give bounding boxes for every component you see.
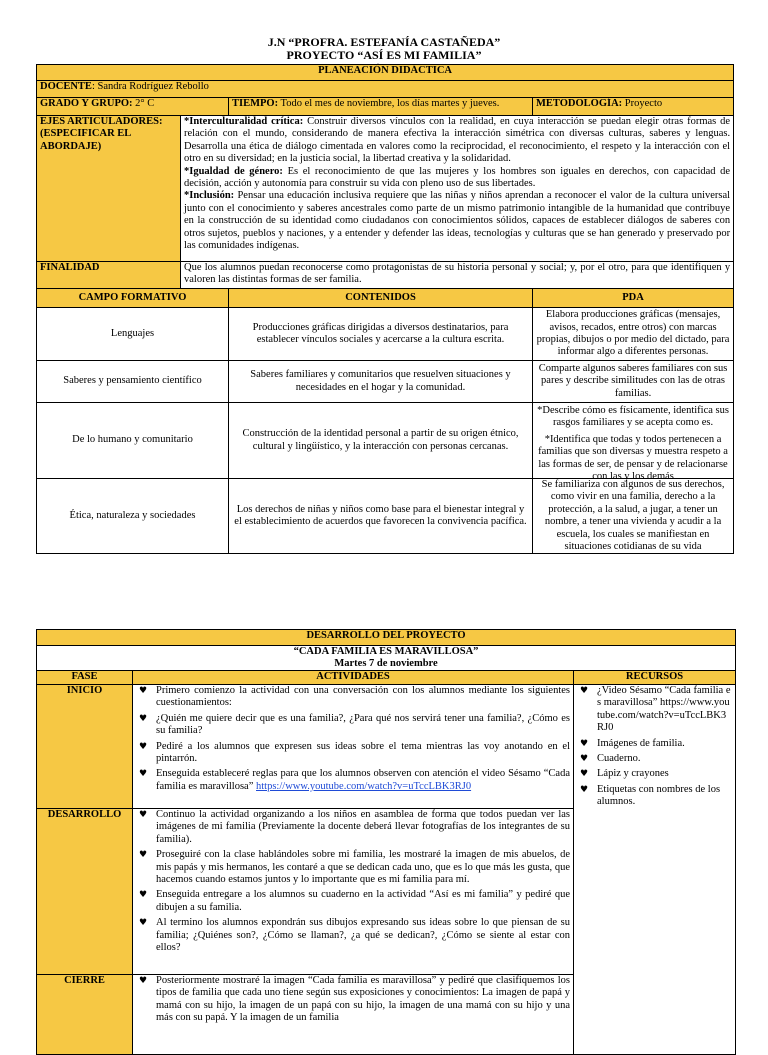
ejes-label: EJES ARTICULADORES: (ESPECIFICAR EL ABORDAJE) (37, 116, 181, 262)
list-item: ♥ Primero comienzo la actividad con una conversación con los alumnos mediante los siguientes cuestionamientos: (136, 685, 570, 710)
session-title: “CADA FAMILIA ES MARAVILLOSA” (293, 646, 479, 657)
list-item: ♥ Pediré a los alumnos que expresen sus ideas sobre el tema mientras las voy anotando en el pintarrón. (136, 741, 570, 766)
col-recursos: RECURSOS (574, 671, 736, 685)
list-item: ♥ Enseguida entregare a los alumnos su cuaderno en la actividad “Así es mi familia” y pediré que dibujen a su familia. (136, 889, 570, 914)
eje-title: *Inclusión: (184, 190, 235, 202)
fase-cierre-label: CIERRE (37, 975, 133, 1055)
inicio-activities (133, 685, 574, 809)
pda-cell: Elabora producciones gráficas (mensajes, avisos, recados, entre otros) con marcas propias, dibujos o por medio del dictado, para informar algo a diferentes personas. (533, 308, 734, 361)
list-item: ♥ Imágenes de familia. (577, 738, 732, 750)
fase-inicio-label: INICIO (37, 685, 133, 809)
desarrollo-title: DESARROLLO DEL PROYECTO (37, 630, 736, 646)
list-item: ♥ ¿Quién me quiere decir que es una familia?, ¿Para qué nos servirá tener una familia?, ¿Cómo es su familia? (136, 713, 570, 738)
tiempo-value: Todo el mes de noviembre, los días martes y jueves. (278, 98, 500, 109)
recursos-cell (574, 685, 736, 1055)
campo-cell: Saberes y pensamiento científico (37, 361, 229, 403)
campo-cell: De lo humano y comunitario (37, 403, 229, 479)
col-fase: FASE (37, 671, 133, 685)
contenido-cell: Los derechos de niñas y niños como base para el bienestar integral y el establecimiento de acuerdos que favorecen la convivencia pacífica. (229, 479, 533, 554)
contenido-cell: Construcción de la identidad personal a partir de su origen étnico, cultural y lingüístico, y la interacción con personas cercanas. (229, 403, 533, 479)
desarrollo-clip (0, 629, 768, 1024)
activity-text: Enseguida estableceré reglas para que los alumnos observen con atención el video Sésamo “Cada familia es maravillosa” (156, 768, 570, 792)
pda-cell: Comparte algunos saberes familiares con sus pares y describe similitudes con las de otras familias. (533, 361, 734, 403)
pda-item: *Describe cómo es físicamente, identifica sus rasgos familiares y se acepta como es. (537, 405, 729, 429)
col-pda: PDA (533, 289, 734, 308)
table-row (37, 403, 734, 479)
school-name: J.N “PROFRA. ESTEFANÍA CASTAÑEDA” (267, 35, 501, 49)
phase-inicio (37, 685, 736, 809)
planeacion-table (36, 64, 734, 554)
grado-value: 2° C (132, 98, 155, 109)
list-item: ♥ ¿Video Sésamo “Cada familia es maravillosa” https://www.youtube.com/watch?v=uTccLBK3RJ0 (577, 685, 732, 735)
metodologia-value: Proyecto (622, 98, 663, 109)
docente-value: : Sandra Rodríguez Rebollo (91, 81, 209, 92)
tiempo-cell (229, 98, 533, 116)
list-item: ♥ Posteriormente mostraré la imagen “Cada familia es maravillosa” y pediré que clasifiquemos los tipos de familia que cada uno tiene según sus exposiciones y conocimientos: La imagen de papá y mamá con su hijo, la imagen de un papá con su hijo, la imagen de una mamá con su hijo y una más con su papá. Y la imagen de un familia (136, 975, 570, 1025)
col-actividades: ACTIVIDADES (133, 671, 574, 685)
finalidad-label: FINALIDAD (37, 262, 181, 289)
desarrollo-activities (133, 809, 574, 975)
pda-cell (533, 403, 734, 483)
pda-item: *Identifica que todas y todos pertenecen a familias que son diversas y muestra respeto a las formas de ser, de pensar y de relacionarse con las y los demás (538, 433, 728, 483)
planeacion-title: PLANEACIÓN DIDÁCTICA (37, 65, 734, 81)
eje-text: Es el reconocimiento de que las mujeres y los hombres son iguales en derechos, con capacidad de decisión, acción y autonomía para construir su vida con pleno uso de sus libertades. (184, 165, 731, 190)
video-link[interactable]: https://www.youtube.com/watch?v=uTccLBK3RJ0 (256, 780, 472, 792)
col-contenidos: CONTENIDOS (229, 289, 533, 308)
ejes-content (181, 116, 734, 262)
table-row (37, 479, 734, 554)
desarrollo-subtitle (37, 646, 736, 671)
col-campo: CAMPO FORMATIVO (37, 289, 229, 308)
pda-cell: Se familiariza con algunos de sus derechos, como vivir en una familia, derecho a la protección, a la salud, a jugar, a tener un nombre, a tener una vivienda y acudir a la escuela, los cuales se manifiestan en situaciones cotidianas de su vida (533, 479, 734, 554)
docente-label: DOCENTE (40, 81, 92, 92)
eje-interculturalidad (184, 116, 730, 166)
metodologia-cell (533, 98, 734, 116)
project-title: PROYECTO “ASÍ ES MI FAMILIA” (286, 48, 482, 62)
fase-desarrollo-label: DESARROLLO (37, 809, 133, 975)
session-date: Martes 7 de noviembre (334, 657, 438, 669)
list-item: ♥ Proseguiré con la clase hablándoles sobre mi familia, les mostraré la imagen de mis abuelos, de mis papás y mis hermanos, les contaré a que se dedican cada uno, que es lo que más les gusta, que hacemos cuando estamos juntos y lo importante que es mi familia para mí. (136, 849, 570, 886)
list-item: ♥ Cuaderno. (577, 753, 732, 765)
metodologia-label: METODOLOGÍA: (536, 98, 623, 109)
list-item: ♥ Continuo la actividad organizando a los niños en asamblea de forma que todos puedan ver las imágenes de mi familia (Previamente la docente deberá llevar fotografías de los integrantes de su familia). (136, 809, 570, 846)
table-row (37, 308, 734, 361)
campo-cell: Lenguajes (37, 308, 229, 361)
grado-label: GRADO Y GRUPO: (40, 98, 133, 109)
eje-text: Construir diversos vínculos con la realidad, en cuya interacción se puedan elegir otras formas de relación con el mundo, considerando de manera efectiva la interacción simétrica con diversas culturas, saberes y lenguas. Desarrolla una ética de diálogo cimentada en valores como la reciprocidad, el reconocimiento, el respeto y la interacción con el otro en su diversidad; en la justicia social, la libertad creativa y la solidaridad. (184, 116, 731, 165)
eje-text: Pensar una educación inclusiva requiere que las niñas y niños aprendan a reconocer el valor de la cultura universal junto con el conocimiento y saberes ancestrales como parte de un mismo patrimonio intangible de la humanidad que contribuye en la construcción de su identidad como ciudadanos con conocimientos sólidos, capaces de establecer diálogos de saberes con otros sujetos, pueblos y naciones, y a entender y defender las ideas, tecnologías y culturas que se han generado y preservado por las comunidades indígenas. (184, 190, 731, 252)
finalidad-value: Que los alumnos puedan reconocerse como protagonistas de su historia personal y social; y, por el otro, para que identifiquen y valoren las distintas formas de ser familia. (181, 262, 734, 289)
list-item: ♥ Lápiz y crayones (577, 768, 732, 780)
list-item: ♥ Al termino los alumnos expondrán sus dibujos expresando sus ideas sobre lo que piensan de su familia; ¿Quiénes son?, ¿Cómo se llaman?, ¿a qué se dedican?, ¿Cómo se siente al estar con ellos? (136, 917, 570, 954)
eje-title: *Igualdad de género: (184, 165, 283, 177)
desarrollo-table (36, 629, 736, 1055)
table-row (37, 361, 734, 403)
eje-title: *Interculturalidad crítica: (184, 116, 304, 127)
cierre-activities (133, 975, 574, 1055)
contenido-cell: Saberes familiares y comunitarios que resuelven situaciones y necesidades en el hogar y la comunidad. (229, 361, 533, 403)
docente-row (37, 81, 734, 98)
grado-cell (37, 98, 229, 116)
list-item: ♥ Etiquetas con nombres de los alumnos. (577, 784, 732, 809)
tiempo-label: TIEMPO: (232, 98, 279, 109)
campo-cell: Ética, naturaleza y sociedades (37, 479, 229, 554)
eje-inclusion (184, 190, 730, 252)
list-item (136, 768, 570, 793)
contenido-cell: Producciones gráficas dirigidas a diversos destinatarios, para establecer vínculos sociales y acercarse a la cultura escrita. (229, 308, 533, 361)
eje-igualdad (184, 166, 730, 191)
